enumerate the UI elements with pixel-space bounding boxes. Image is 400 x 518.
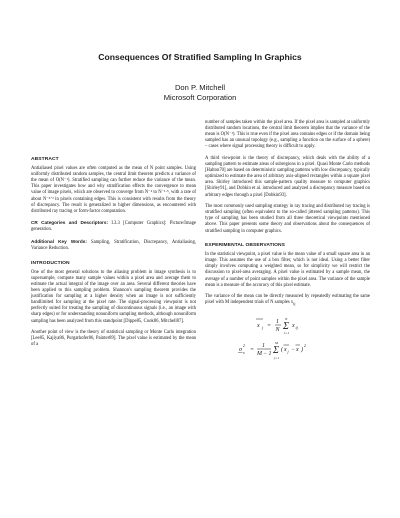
svg-text:N: N — [285, 316, 288, 321]
svg-text:M: M — [257, 350, 262, 357]
svg-text:1: 1 — [262, 342, 265, 349]
svg-text:σ: σ — [239, 346, 242, 353]
cr-categories-text: I.3.3 [Computer Graphics]: Picture/Image generation. — [31, 221, 197, 233]
svg-text:N: N — [275, 326, 280, 333]
keywords-text: Sampling, Stratification, Discrepancy, Antialiasing, Variance Reduction. — [31, 240, 196, 252]
svg-text:x: x — [292, 322, 295, 329]
svg-text:M: M — [275, 340, 278, 345]
introduction-paragraph-2: Another point of view is the theory of statistical sampling or Monte Carlo integration [Lee85, Kajiya86, Purgathofer86, Painter89]. The pixel value is estimated by the mean of a — [31, 330, 196, 348]
equation-sample-mean-graphic — [205, 313, 370, 337]
right-paragraph-2: A third viewpoint is the theory of discrepancy, which deals with the ability of a sampling pattern to estimate areas of subregions in a pixel. Quasi Monte Carlo methods [Halton70] are based on deterministic sampling patterns with low discrepancy, typically optimized to estimate the area of arbitrary axis-aligned rectangles within a square pixel area. Shirley introduced this sample-pattern quality measure to computer graphics [Shirley91], and Dobkin et al. introduced and analyzed a discrepancy measure based on arbitrary edges through a pixel [Dobkin93]. — [205, 155, 370, 198]
svg-text:j: j — [262, 324, 264, 330]
experimental-paragraph-2 — [205, 294, 370, 307]
cr-categories-label: CR Categories and Descriptors: — [31, 220, 109, 226]
svg-text:=: = — [267, 322, 272, 329]
svg-text:−: − — [291, 346, 296, 353]
svg-text:2: 2 — [304, 343, 306, 348]
keywords-label: Additional Key Words: — [31, 239, 87, 245]
equation-sample-mean — [205, 313, 370, 337]
experimental-paragraph-1: In the statistical viewpoint, a pixel value is the mean value of a small square area in an image. This assumes the use of a box filter, which is not ideal. Using a better filter simply involves computing a weighted mean, so for simplicity we will restrict the discussion to pixel-area averaging. A pixel value is estimated by a sample mean, the average of a number of point samples within the pixel area. The variance of the sample mean is a measure of the accuracy of this pixel estimate. — [205, 252, 370, 288]
experimental-paragraph-2-text: The variance of the mean can be directly measured by repeatedly estimating the same pixel with M independent trials of N samples x — [205, 294, 370, 306]
equation-variance — [205, 337, 370, 363]
right-column — [205, 120, 370, 363]
keywords — [31, 239, 196, 252]
abstract-heading: ABSTRACT — [31, 157, 59, 162]
svg-text:x: x — [243, 350, 245, 355]
experimental-paragraph-2-subscript: ij — [293, 302, 296, 307]
svg-text:x: x — [257, 322, 260, 329]
experimental-heading: EXPERIMENTAL OBSERVATIONS — [205, 243, 286, 249]
svg-text:j: j — [287, 349, 289, 354]
paper-title: Consequences Of Stratified Sampling In Graphics — [98, 52, 302, 62]
author-name: Don P. Mitchell — [174, 83, 226, 92]
svg-text:): ) — [301, 346, 303, 353]
right-paragraph-3: The most commonly used sampling strategy in ray tracing and distributed ray tracing is stratified sampling (often equivalent to the so-called jittered sampling patterns). This type of sampling has been studied from all three theoretical viewpoints mentioned above. This paper presents some theory and observations about the consequences of stratified sampling in computer graphics. — [205, 204, 370, 234]
svg-text:x: x — [284, 346, 287, 353]
equation-variance-graphic — [205, 337, 370, 363]
svg-text:i=1: i=1 — [284, 330, 290, 335]
author-affiliation: Microsoft Corporation — [163, 93, 237, 102]
svg-text:2: 2 — [243, 343, 245, 348]
svg-text:Σ: Σ — [283, 320, 289, 332]
svg-text:Σ: Σ — [273, 344, 279, 356]
svg-text:(: ( — [281, 346, 283, 353]
svg-text:ij: ij — [295, 324, 298, 330]
svg-text:j=1: j=1 — [274, 355, 280, 360]
cr-categories — [31, 220, 196, 233]
svg-text:− 1: − 1 — [263, 350, 272, 357]
svg-text:x: x — [296, 346, 299, 353]
right-paragraph-1: number of samples taken within the pixel area. If the pixel area is sampled at uniformly distributed random locations, the central limit theorem implies that the variance of the mean is O(N⁻¹). This is true even if the pixel area contains edges or if the domain being sampled has an unusual topology (e.g., sampling a function on the surface of a sphere) – cases where signal processing theory is difficult to apply. — [205, 120, 370, 150]
left-column — [31, 157, 196, 354]
author-block — [0, 83, 400, 103]
svg-text:1: 1 — [276, 318, 279, 325]
introduction-paragraph-1: One of the most general solutions to the aliasing problem in image synthesis is to supersample, compute many sample values within a pixel area and average them to estimate the actual integral of the image over an area. Several different theories have been applied to this sampling problem. Shannon's sampling theorem provides the justification for sampling at a higher density when an image is not sufficiently bandlimited for sampling at the pixel rate. The signal-processing viewpoint is not perfectly suited for treating the sampling of discontinuous signals (i.e., an image with sharp edges) or for understanding nonuniform sampling methods, although nonuniform sampling has been analyzed from this standpoint [Dippe85, Cook86, Mitchell87]. — [31, 269, 196, 324]
abstract-text: Antialiased pixel values are often computed as the mean of N point samples. Using uniformly distributed random samples, the central limit theorem predicts a variance of the mean of O(N⁻¹). Stratified sampling can further reduce the variance of the mean. This paper investigates how and why stratification effects the convergence to mean value of image pixels, which are observed to converge from N⁻² to N⁻¹·⁵, with a rate of about N⁻³ᐟ² in pixels containing edges. This is consistent with results from the theory of discrepancy. The result is generalized to higher dimensions, as encountered with distributed ray tracing or form-factor computation. — [31, 166, 196, 214]
introduction-heading: INTRODUCTION — [31, 260, 70, 266]
svg-text:=: = — [250, 346, 255, 353]
